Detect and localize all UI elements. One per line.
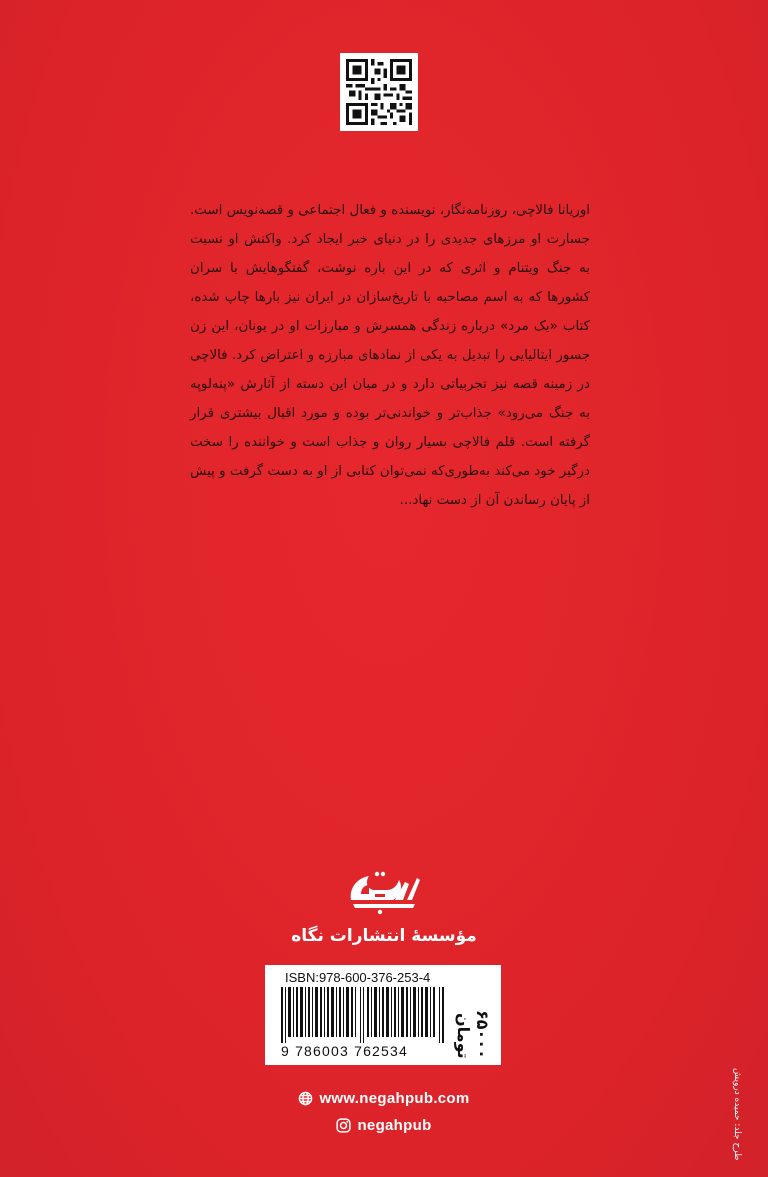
instagram-line: [0, 1117, 768, 1137]
publisher-block: [0, 870, 768, 946]
barcode-digits: 9 786003 762534: [281, 1043, 408, 1059]
barcode-sticker: [265, 965, 501, 1065]
cover-design-credit: طرح جلد: حمیده درویش: [732, 1067, 742, 1160]
instagram-handle[interactable]: negahpub: [357, 1117, 432, 1134]
instagram-icon: [336, 1118, 351, 1137]
globe-icon: [298, 1091, 313, 1110]
publisher-logo: [347, 870, 421, 918]
isbn-text: ISBN:978-600-376-253-4: [285, 970, 431, 985]
website-line: [0, 1090, 768, 1110]
book-description: اوریانا فالاچی، روزنامه‌نگار، نویسنده و فعال اجتماعی و قصه‌نویس است. جسارت او مرزهای جدیدی را در دنیای خبر ایجاد کرد. واکنش او نسبت به جنگ ویتنام و اثری که در این باره نوشت، گفتگوهایش با سران کشورها که به اسم مصاحبه با تاریخ‌سازان در ایران نیز بارها چاپ شده، کتاب «یک مرد» درباره زندگی همسرش و مبارزات او در یونان، این زن جسور ایتالیایی را تبدیل به یکی از نمادهای مبارزه و اعتراض کرد. فالاچی در زمینه قصه نیز تجربیاتی دارد و در میان این دسته از آثارش «پنه‌لوپه به جنگ می‌رود» جذاب‌تر و خواندنی‌تر بوده و مورد اقبال بیشتری قرار گرفته است. قلم فالاچی بسیار روان و جذاب است و خواننده را سخت درگیر خود می‌کند به‌طوری‌که نمی‌توان کتابی از او به دست گرفت و پیش از پایان رساندن آن از دست نهاد...: [190, 203, 590, 508]
website-url[interactable]: www.negahpub.com: [319, 1090, 470, 1107]
publisher-name: مؤسسهٔ انتشارات نگاه: [291, 926, 477, 946]
barcode-icon: [281, 987, 445, 1043]
qr-code-icon: [346, 59, 412, 125]
price-label: ۶۵۰۰۰ تومان: [454, 1010, 492, 1059]
qr-code: [340, 53, 418, 131]
